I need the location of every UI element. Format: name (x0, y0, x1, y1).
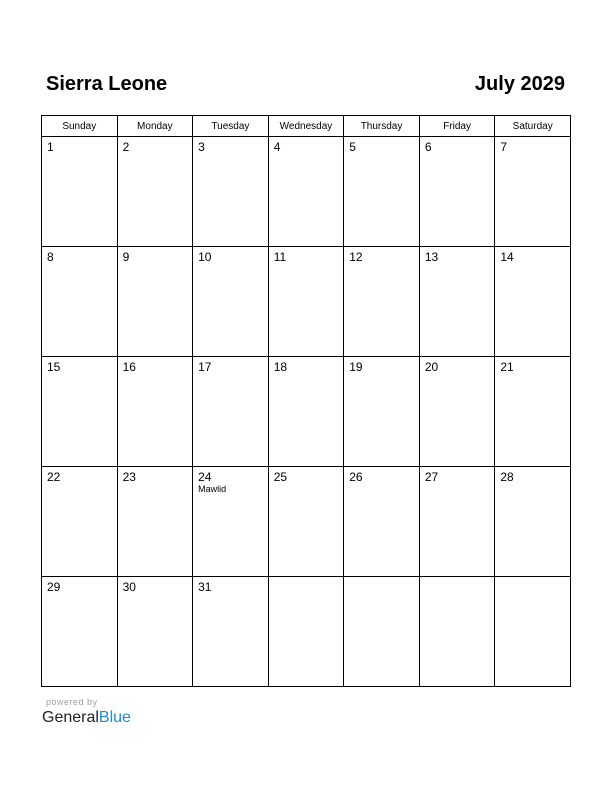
day-number (495, 577, 570, 580)
day-cell (117, 357, 193, 467)
day-cell (344, 357, 420, 467)
country-title: Sierra Leone (46, 73, 168, 95)
day-cell (117, 467, 193, 577)
generalblue-logo (42, 709, 131, 727)
week-row (42, 357, 571, 467)
week-row (42, 247, 571, 357)
brand-blue-text: Blue (98, 709, 131, 726)
day-number: 29 (47, 580, 61, 594)
weekday-header-row (42, 116, 571, 137)
day-cell (344, 467, 420, 577)
weekday-monday: Monday (117, 116, 193, 137)
day-number: 21 (500, 360, 514, 374)
brand-general-text: General (42, 709, 99, 726)
day-cell (344, 137, 420, 247)
day-number: 5 (349, 140, 356, 154)
day-number: 1 (47, 140, 54, 154)
day-number: 14 (500, 250, 514, 264)
day-cell (268, 467, 344, 577)
day-cell (42, 247, 118, 357)
day-number: 3 (198, 140, 205, 154)
day-cell (42, 577, 118, 687)
weekday-friday: Friday (419, 116, 495, 137)
week-row (42, 467, 571, 577)
calendar-grid (41, 115, 571, 687)
day-number: 11 (273, 250, 287, 264)
day-cell (419, 467, 495, 577)
day-cell (117, 137, 193, 247)
day-cell (344, 577, 420, 687)
day-number: 20 (424, 360, 439, 374)
day-number: 28 (500, 470, 514, 484)
day-number (269, 577, 344, 580)
day-number: 17 (198, 360, 212, 374)
day-number: 12 (349, 250, 363, 264)
day-cell (495, 467, 571, 577)
powered-by-label: powered by (46, 697, 98, 707)
day-cell (268, 357, 344, 467)
day-cell (193, 247, 269, 357)
month-year-title: July 2029 (474, 73, 565, 95)
day-cell (42, 357, 118, 467)
day-cell (495, 357, 571, 467)
day-number: 4 (273, 140, 281, 154)
day-number (344, 577, 419, 580)
day-number: 6 (424, 140, 432, 154)
day-cell (495, 247, 571, 357)
day-number: 2 (122, 140, 130, 154)
day-cell (419, 137, 495, 247)
day-number: 9 (122, 250, 130, 264)
day-cell (419, 577, 495, 687)
day-cell (268, 577, 344, 687)
day-cell (193, 137, 269, 247)
day-number: 8 (47, 250, 54, 264)
day-cell (268, 137, 344, 247)
day-cell (495, 577, 571, 687)
day-cell (117, 577, 193, 687)
weekday-saturday: Saturday (495, 116, 571, 137)
day-number: 16 (122, 360, 136, 374)
day-number: 31 (198, 580, 212, 594)
day-number: 13 (424, 250, 439, 264)
day-cell (419, 357, 495, 467)
day-number: 25 (273, 470, 288, 484)
day-cell (42, 137, 118, 247)
day-number: 30 (122, 580, 136, 594)
day-cell (193, 467, 269, 577)
weekday-tuesday: Tuesday (193, 116, 269, 137)
day-number: 26 (349, 470, 363, 484)
day-cell (117, 247, 193, 357)
day-cell (193, 577, 269, 687)
day-cell (495, 137, 571, 247)
week-row (42, 137, 571, 247)
day-number: 10 (198, 250, 212, 264)
day-cell (419, 247, 495, 357)
day-number: 22 (47, 470, 61, 484)
day-cell (344, 247, 420, 357)
day-cell (268, 247, 344, 357)
day-number: 23 (122, 470, 136, 484)
weekday-thursday: Thursday (344, 116, 420, 137)
day-number: 7 (500, 140, 508, 154)
holiday-label: Mawlid (198, 484, 227, 494)
day-number: 15 (47, 360, 61, 374)
weekday-wednesday: Wednesday (268, 116, 344, 137)
week-row (42, 577, 571, 687)
day-number: 18 (273, 360, 288, 374)
day-cell (42, 467, 118, 577)
weekday-sunday: Sunday (42, 116, 118, 137)
day-cell (193, 357, 269, 467)
day-number: 19 (349, 360, 363, 374)
day-number (420, 577, 495, 580)
day-number: 24 (198, 470, 212, 484)
day-number: 27 (424, 470, 439, 484)
